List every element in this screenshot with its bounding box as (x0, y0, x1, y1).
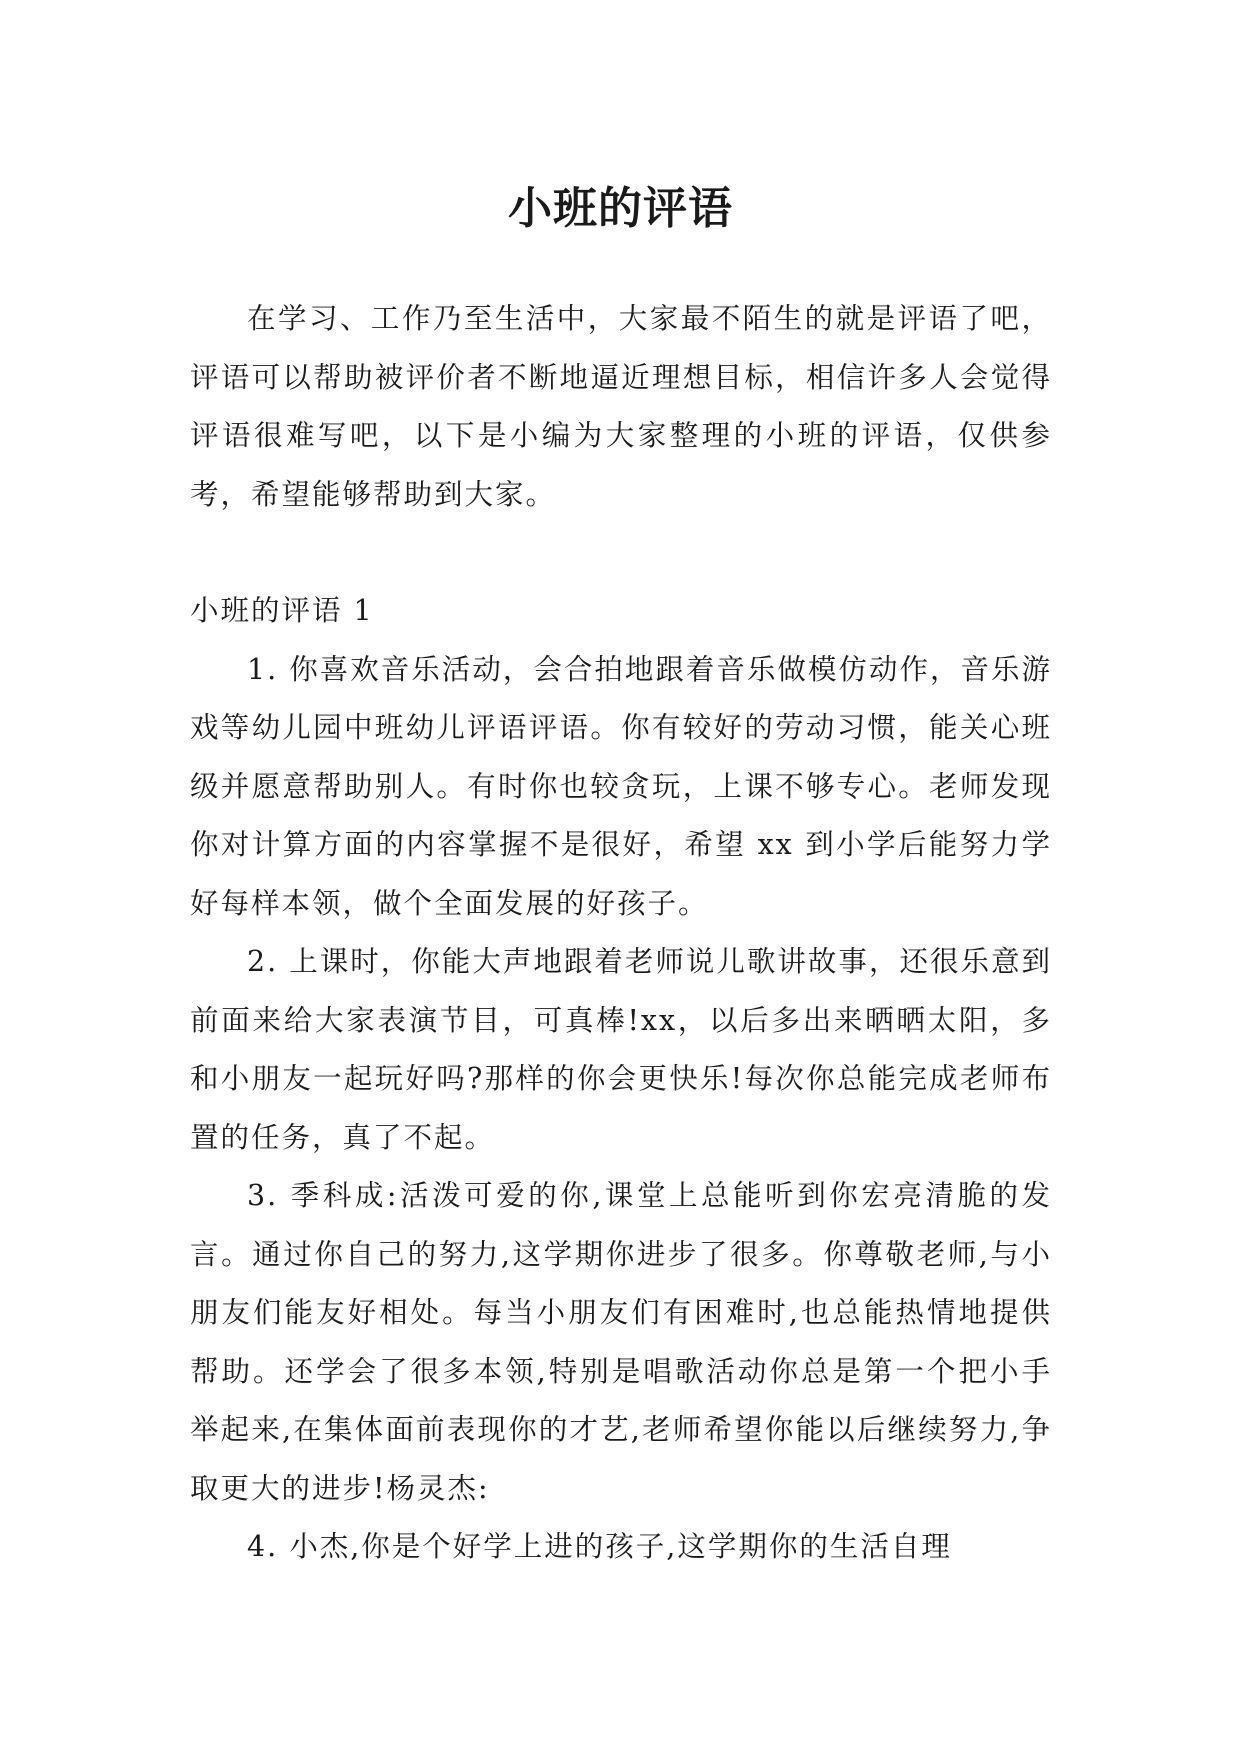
intro-paragraph: 在学习、工作乃至生活中，大家最不陌生的就是评语了吧，评语可以帮助被评价者不断地逼近理想目标，相信许多人会觉得评语很难写吧，以下是小编为大家整理的小班的评语，仅供参考，希望能够帮助到大家。 (190, 302, 1052, 511)
list-item: 2. 上课时，你能大声地跟着老师说儿歌讲故事，还很乐意到前面来给大家表演节目，可真棒!xx，以后多出来晒晒太阳，多和小朋友一起玩好吗?那样的你会更快乐!每次你总能完成老师布置的任务，真了不起。 (190, 945, 1052, 1154)
list-item: 4. 小杰,你是个好学上进的孩子,这学期你的生活自理 (247, 1530, 952, 1563)
list-item: 1. 你喜欢音乐活动，会合拍地跟着音乐做模仿动作，音乐游戏等幼儿园中班幼儿评语评语。你有较好的劳动习惯，能关心班级并愿意帮助别人。有时你也较贪玩，上课不够专心。老师发现你对计算方面的内容掌握不是很好，希望 xx 到小学后能努力学好每样本领，做个全面发展的好孩子。 (190, 652, 1052, 920)
section-heading: 小班的评语 1 (190, 594, 374, 627)
page-title: 小班的评语 (508, 183, 733, 235)
document-body (190, 290, 1052, 1577)
list-item: 3. 季科成:活泼可爱的你,课堂上总能听到你宏亮清脆的发言。通过你自己的努力,这学期你进步了很多。你尊敬老师,与小朋友们能友好相处。每当小朋友们有困难时,也总能热情地提供帮助。还学会了很多本领,特别是唱歌活动你总是第一个把小手举起来,在集体面前表现你的才艺,老师希望你能以后继续努力,争取更大的进步!杨灵杰: (190, 1179, 1052, 1505)
